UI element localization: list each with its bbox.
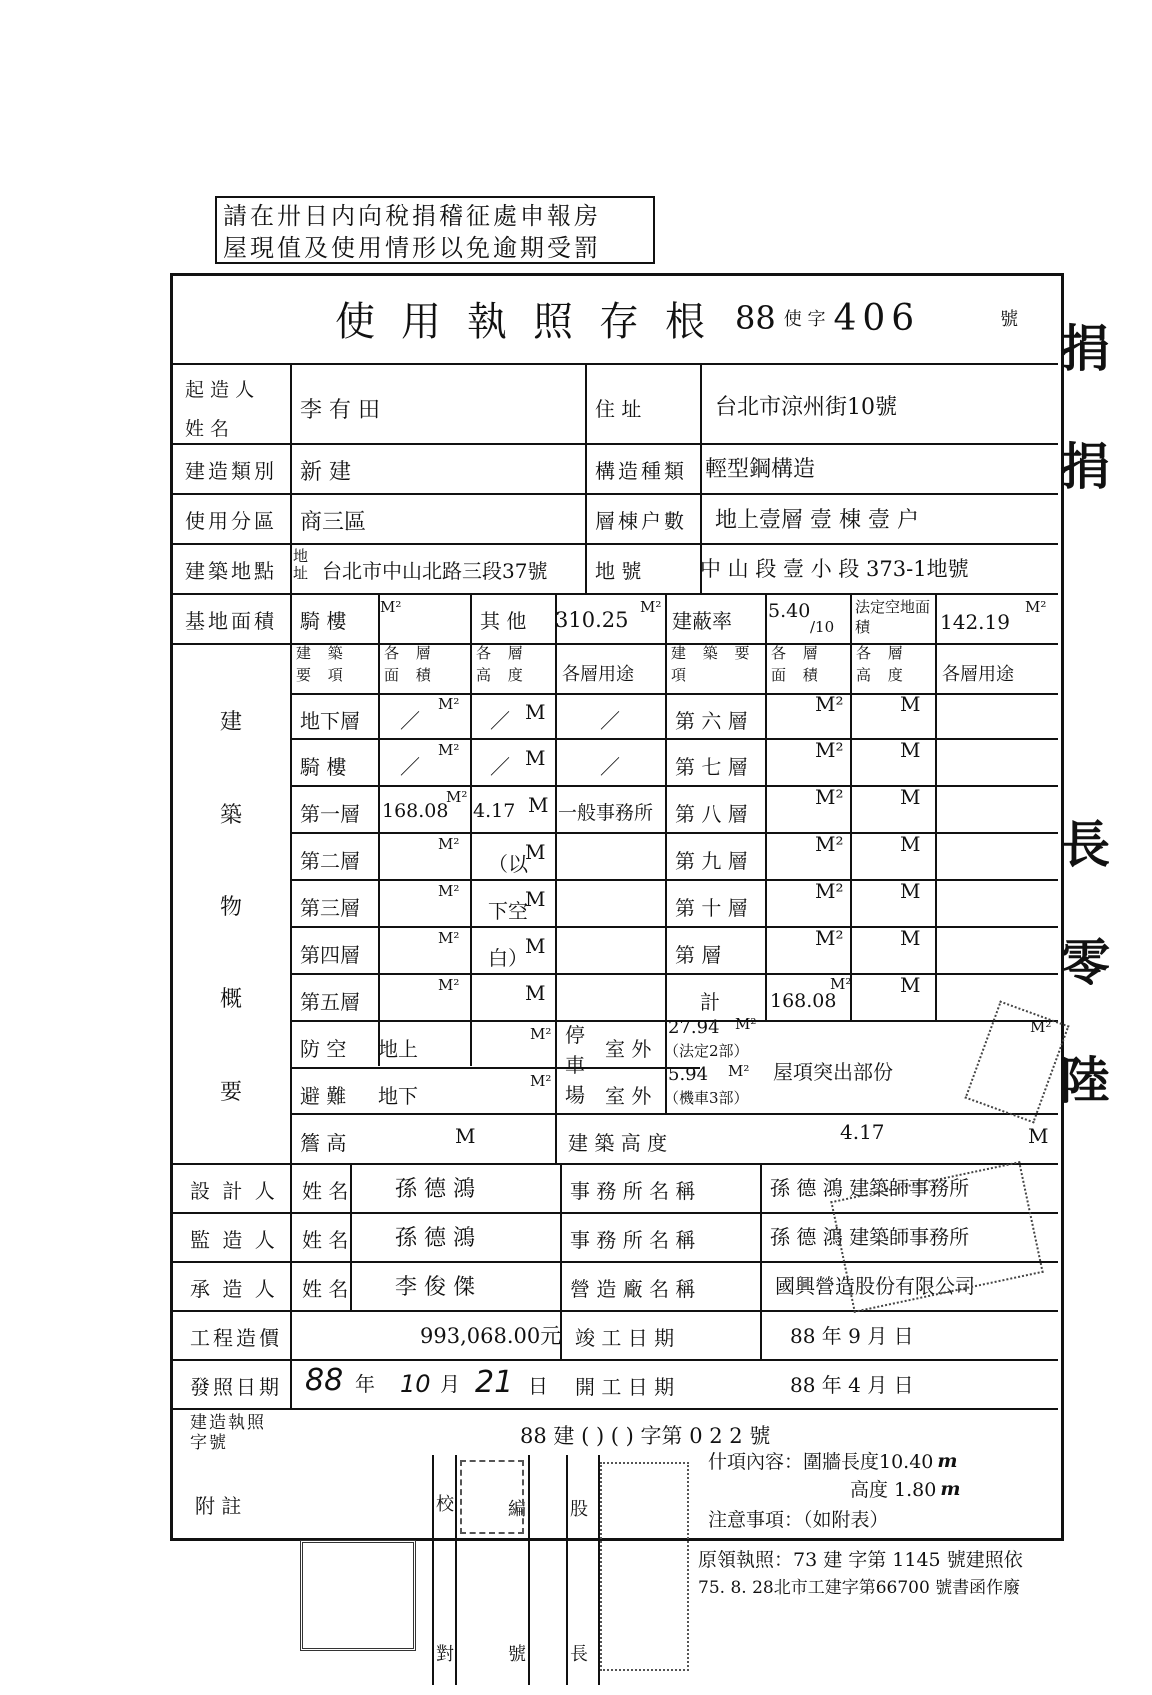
- section-char: 概: [220, 987, 243, 1012]
- notes-unit-2: m: [940, 1477, 961, 1500]
- floor-use: ／: [600, 755, 620, 779]
- check-char: 長: [570, 1644, 588, 1665]
- permit-zi: 使 字: [783, 309, 826, 330]
- notice-line-1: 請在卅日内向稅捐稽征處申報房: [223, 202, 601, 230]
- designer-name-label: 姓 名: [302, 1179, 349, 1203]
- grid-line: [290, 693, 1058, 695]
- m-unit: M: [455, 1124, 476, 1148]
- grid-line: [585, 363, 587, 593]
- start-date: 88 年 4 月 日: [790, 1373, 914, 1397]
- floor-height: ／: [490, 709, 510, 733]
- form-header: [170, 273, 1058, 365]
- outdoor-label: 室 外: [605, 1037, 652, 1061]
- supervisor-role: 監 造 人: [190, 1228, 278, 1252]
- m2-unit: M²: [735, 1015, 757, 1033]
- permit-year: 88: [735, 299, 776, 337]
- floor-area: 168.08: [382, 800, 449, 822]
- m2-unit: M²: [438, 976, 460, 994]
- check-char: 股: [570, 1499, 588, 1520]
- floor-name: 第三層: [300, 896, 360, 920]
- floor-area: ／: [400, 755, 420, 779]
- issue-year-unit: 年: [355, 1372, 375, 1396]
- m2-unit: M²: [446, 788, 468, 806]
- permit-hao: 號: [1000, 309, 1019, 330]
- m2-unit: M²: [830, 975, 852, 993]
- seal-stamp: [600, 1462, 689, 1671]
- supervisor-office-label: 事 務 所 名 稱: [570, 1228, 696, 1252]
- grid-line: [290, 363, 292, 1408]
- eaves-label: 簷 高: [300, 1131, 347, 1155]
- issue-month-unit: 月: [440, 1372, 460, 1396]
- m2-unit: M²: [815, 785, 844, 809]
- notes-line-5: 75. 8. 28北市工建字第66700 號書函作廢: [698, 1578, 1021, 1598]
- open-area-unit: M²: [1025, 598, 1047, 616]
- floor-name-right: 第 八 層: [675, 802, 748, 826]
- m-unit: M: [900, 973, 921, 997]
- m-unit: M: [900, 692, 921, 716]
- notes-line-2: [850, 1475, 960, 1502]
- structure-label: 構造種類: [595, 459, 687, 483]
- floors-value: 地上壹層 壹 棟 壹 户: [715, 508, 919, 533]
- floor-height: （以: [488, 852, 528, 876]
- floor-name: 第二層: [300, 849, 360, 873]
- m2-unit: M²: [1030, 1018, 1052, 1036]
- floor-name-right: 第 七 層: [675, 755, 748, 779]
- floor-name-right: 第 十 層: [675, 896, 748, 920]
- floor-height: 白）: [488, 946, 528, 970]
- grid-line: [566, 1455, 568, 1685]
- floor-name: 地下層: [300, 709, 360, 733]
- issue-label: 發照日期: [190, 1375, 282, 1399]
- shelter-label-1: 防 空: [300, 1037, 347, 1061]
- floor-total-area: 168.08: [770, 990, 837, 1012]
- open-area-value: 142.19: [940, 610, 1010, 634]
- build-type-label: 建造類別: [185, 459, 277, 483]
- col-item-right: 建 築 要 項: [671, 644, 756, 684]
- floor-name: 第一層: [300, 802, 360, 826]
- floor-area: ／: [400, 709, 420, 733]
- permit-value: 88 建 ( ) ( ) 字第 0 2 2 號: [520, 1424, 771, 1448]
- notes-line-1: [708, 1447, 958, 1474]
- grid-line: [555, 593, 557, 1163]
- building-height-label: 建 築 高 度: [568, 1131, 668, 1155]
- section-char: 要: [220, 1080, 243, 1105]
- supervisor-office: 孫 德 鴻 建築師事務所: [770, 1225, 970, 1249]
- cost-label: 工程造價: [190, 1326, 282, 1350]
- roof-label: 屋項突出部份: [773, 1060, 893, 1084]
- grid-line: [290, 879, 1058, 881]
- seal-stamp: [300, 1540, 416, 1651]
- grid-line: [290, 926, 1058, 928]
- issue-day-unit: 日: [528, 1374, 548, 1398]
- build-type-value: 新 建: [300, 460, 351, 485]
- coverage-den: /10: [810, 618, 835, 636]
- grid-line: [290, 973, 1058, 975]
- notes-text-1: 什項內容：圍牆長度10.40: [708, 1451, 934, 1473]
- outdoor-label: 室 外: [605, 1084, 652, 1108]
- floor-name: 第五層: [300, 990, 360, 1014]
- col-use-right: 各層用途: [942, 664, 1014, 685]
- col-use: 各層用途: [562, 664, 634, 685]
- grid-line: [290, 1113, 1058, 1115]
- col-area-right: 各 層 面 積: [771, 644, 824, 684]
- floors-label: 層棟户數: [595, 509, 687, 533]
- notes-line-4: 原領執照：73 建 字第 1145 號建照依: [698, 1549, 1023, 1571]
- grid-line: [290, 832, 1058, 834]
- m-unit: M: [525, 934, 546, 958]
- zone-value: 商三區: [300, 510, 367, 535]
- floor-name-right: 第 九 層: [675, 849, 748, 873]
- structure-value: 輕型鋼構造: [705, 457, 816, 482]
- check-char: 對: [436, 1644, 454, 1665]
- m2-unit: M²: [815, 738, 844, 762]
- shelter-label-2: 避 難: [300, 1084, 347, 1108]
- notice-line-2: 屋現值及使用情形以免逾期受罰: [223, 234, 601, 262]
- contractor-name-label: 姓 名: [302, 1277, 349, 1301]
- contractor-role: 承 造 人: [190, 1277, 278, 1301]
- side-text: [1060, 290, 1120, 1140]
- m-unit: M: [525, 981, 546, 1005]
- side-char: 捐: [1060, 437, 1110, 496]
- m2-unit: M²: [438, 835, 460, 853]
- designer-role: 設 計 人: [190, 1179, 278, 1203]
- builder-label-1: 起 造 人: [185, 379, 255, 401]
- m2-unit: M²: [438, 929, 460, 947]
- grid-line: [935, 593, 937, 1020]
- m2-unit: M²: [728, 1062, 750, 1080]
- grid-line: [290, 738, 1058, 740]
- coverage-value: 5.40: [768, 600, 811, 622]
- m2-unit: M²: [530, 1072, 552, 1090]
- open-area-label: 法定空地面積: [855, 598, 931, 636]
- grid-line: [170, 1359, 1058, 1361]
- m-unit: M: [525, 700, 546, 724]
- floor-name-right: 第 層: [675, 943, 722, 967]
- m2-unit: M²: [438, 695, 460, 713]
- m-unit: M: [900, 738, 921, 762]
- parking-1-note: （法定2部）: [664, 1042, 749, 1060]
- designer-office-label: 事 務 所 名 稱: [570, 1179, 696, 1203]
- grid-line: [170, 1163, 1058, 1165]
- grid-line: [170, 443, 1058, 445]
- m-unit: M: [528, 793, 549, 817]
- floor-height: 下空: [488, 899, 528, 923]
- col-height-right: 各 層 高 度: [856, 644, 909, 684]
- builder-name: 李 有 田: [300, 398, 380, 423]
- check-char: 號: [508, 1644, 526, 1665]
- builder-label: [185, 375, 285, 441]
- col-item: 建 築 要 項: [296, 644, 349, 684]
- m-unit: M: [525, 887, 546, 911]
- col-area: 各 層 面 積: [384, 644, 437, 684]
- arcade-unit: M²: [380, 598, 402, 616]
- supervisor-name: 孫 德 鴻: [395, 1226, 475, 1251]
- m2-unit: M²: [815, 926, 844, 950]
- grid-line: [528, 1455, 530, 1685]
- builder-address: 台北市涼州街10號: [715, 395, 897, 420]
- floor-use: 一般事務所: [558, 802, 654, 824]
- m2-unit: M²: [815, 832, 844, 856]
- grid-line: [665, 593, 667, 1113]
- site-addr-tag: 地址: [293, 547, 309, 582]
- seal-stamp: [460, 1460, 524, 1534]
- floor-height: 4.17: [473, 800, 516, 822]
- floor-use: ／: [600, 709, 620, 733]
- col-height: 各 層 高 度: [476, 644, 529, 684]
- other-unit: M²: [640, 598, 662, 616]
- grid-line: [455, 1455, 457, 1685]
- floor-name: 第四層: [300, 943, 360, 967]
- zone-label: 使用分區: [185, 509, 277, 533]
- m2-unit: M²: [438, 741, 460, 759]
- grid-line: [170, 593, 1058, 595]
- notes-text-2: 高度 1.80: [850, 1479, 937, 1501]
- check-char: 校: [436, 1494, 454, 1515]
- completion-date: 88 年 9 月 日: [790, 1324, 914, 1348]
- completion-label: 竣 工 日 期: [575, 1326, 675, 1350]
- form-title: 使用執照存根: [335, 298, 731, 345]
- grid-line: [850, 593, 852, 1020]
- m-unit: M: [525, 840, 546, 864]
- m-unit: M: [900, 879, 921, 903]
- shelter-above: 地上: [378, 1037, 418, 1061]
- m-unit: M: [900, 785, 921, 809]
- start-label: 開 工 日 期: [575, 1375, 675, 1399]
- section-char: 築: [220, 803, 243, 828]
- notes-label: 附 註: [195, 1494, 242, 1518]
- grid-line: [170, 1310, 1058, 1312]
- floor-name-right: 第 六 層: [675, 709, 748, 733]
- notes-unit-1: m: [937, 1449, 958, 1472]
- grid-line: [290, 785, 1058, 787]
- issue-year: 88: [305, 1363, 344, 1398]
- grid-line: [765, 593, 767, 1020]
- notice-box: [215, 196, 655, 264]
- section-char: 物: [220, 895, 243, 920]
- contractor-name: 李 俊 傑: [395, 1275, 475, 1300]
- floor-name: 騎 樓: [300, 755, 347, 779]
- section-char: 建: [220, 710, 243, 735]
- site-address: 台北市中山北路三段37號: [322, 559, 548, 583]
- m-unit: M: [1028, 1124, 1049, 1148]
- address-label: 住 址: [595, 397, 642, 421]
- permit-label: 建造執照字號: [190, 1413, 266, 1453]
- issue-day: 21: [475, 1365, 514, 1400]
- grid-line: [170, 543, 1058, 545]
- side-char: 零: [1060, 933, 1110, 992]
- m2-unit: M²: [438, 882, 460, 900]
- m-unit: M: [900, 926, 921, 950]
- grid-line: [378, 593, 380, 1066]
- grid-line: [170, 1408, 1058, 1410]
- parking-label: 停車場: [565, 1023, 585, 1107]
- floor-total-label: 計: [700, 990, 720, 1014]
- builder-label-2: 姓 名: [185, 418, 230, 440]
- floor-height: ／: [490, 755, 510, 779]
- issue-month: 10: [400, 1370, 431, 1398]
- side-char: 長: [1060, 815, 1110, 874]
- m2-unit: M²: [815, 692, 844, 716]
- grid-line: [760, 1163, 762, 1359]
- supervisor-name-label: 姓 名: [302, 1228, 349, 1252]
- other-value: 310.25: [555, 608, 629, 632]
- lot-value: 中 山 段 壹 小 段 373-1地號: [700, 557, 969, 581]
- designer-name: 孫 德 鴻: [395, 1177, 475, 1202]
- m2-unit: M²: [530, 1025, 552, 1043]
- contractor-office-label: 營 造 廠 名 稱: [570, 1277, 696, 1301]
- m-unit: M: [900, 832, 921, 856]
- area-label: 基地面積: [185, 609, 277, 633]
- m2-unit: M²: [815, 879, 844, 903]
- permit-number: 406: [833, 297, 921, 339]
- shelter-below: 地下: [378, 1084, 418, 1108]
- arcade-label: 騎 樓: [300, 609, 347, 633]
- notes-line-3: 注意事項：（如附表）: [708, 1509, 889, 1531]
- coverage-label: 建蔽率: [672, 609, 732, 633]
- designer-office: 孫 德 鴻 建築師事務所: [770, 1176, 970, 1200]
- lot-label: 地 號: [595, 559, 642, 583]
- site-label: 建築地點: [185, 559, 277, 583]
- parking-2-note: （機車3部）: [664, 1089, 749, 1107]
- contractor-office: 國興營造股份有限公司: [775, 1274, 975, 1298]
- check-char: 編: [508, 1499, 526, 1520]
- grid-line: [290, 1067, 700, 1069]
- side-char: 陸: [1060, 1051, 1110, 1110]
- grid-line: [470, 593, 472, 1066]
- cost-value: 993,068.00元: [420, 1324, 562, 1348]
- parking-1-value: 27.94: [668, 1017, 720, 1038]
- grid-line: [350, 1163, 352, 1310]
- other-label: 其 他: [480, 609, 527, 633]
- side-char: 捐: [1060, 319, 1110, 378]
- m-unit: M: [525, 746, 546, 770]
- grid-line: [170, 493, 1058, 495]
- parking-2-value: 5.94: [668, 1064, 709, 1085]
- building-height-value: 4.17: [840, 1120, 885, 1144]
